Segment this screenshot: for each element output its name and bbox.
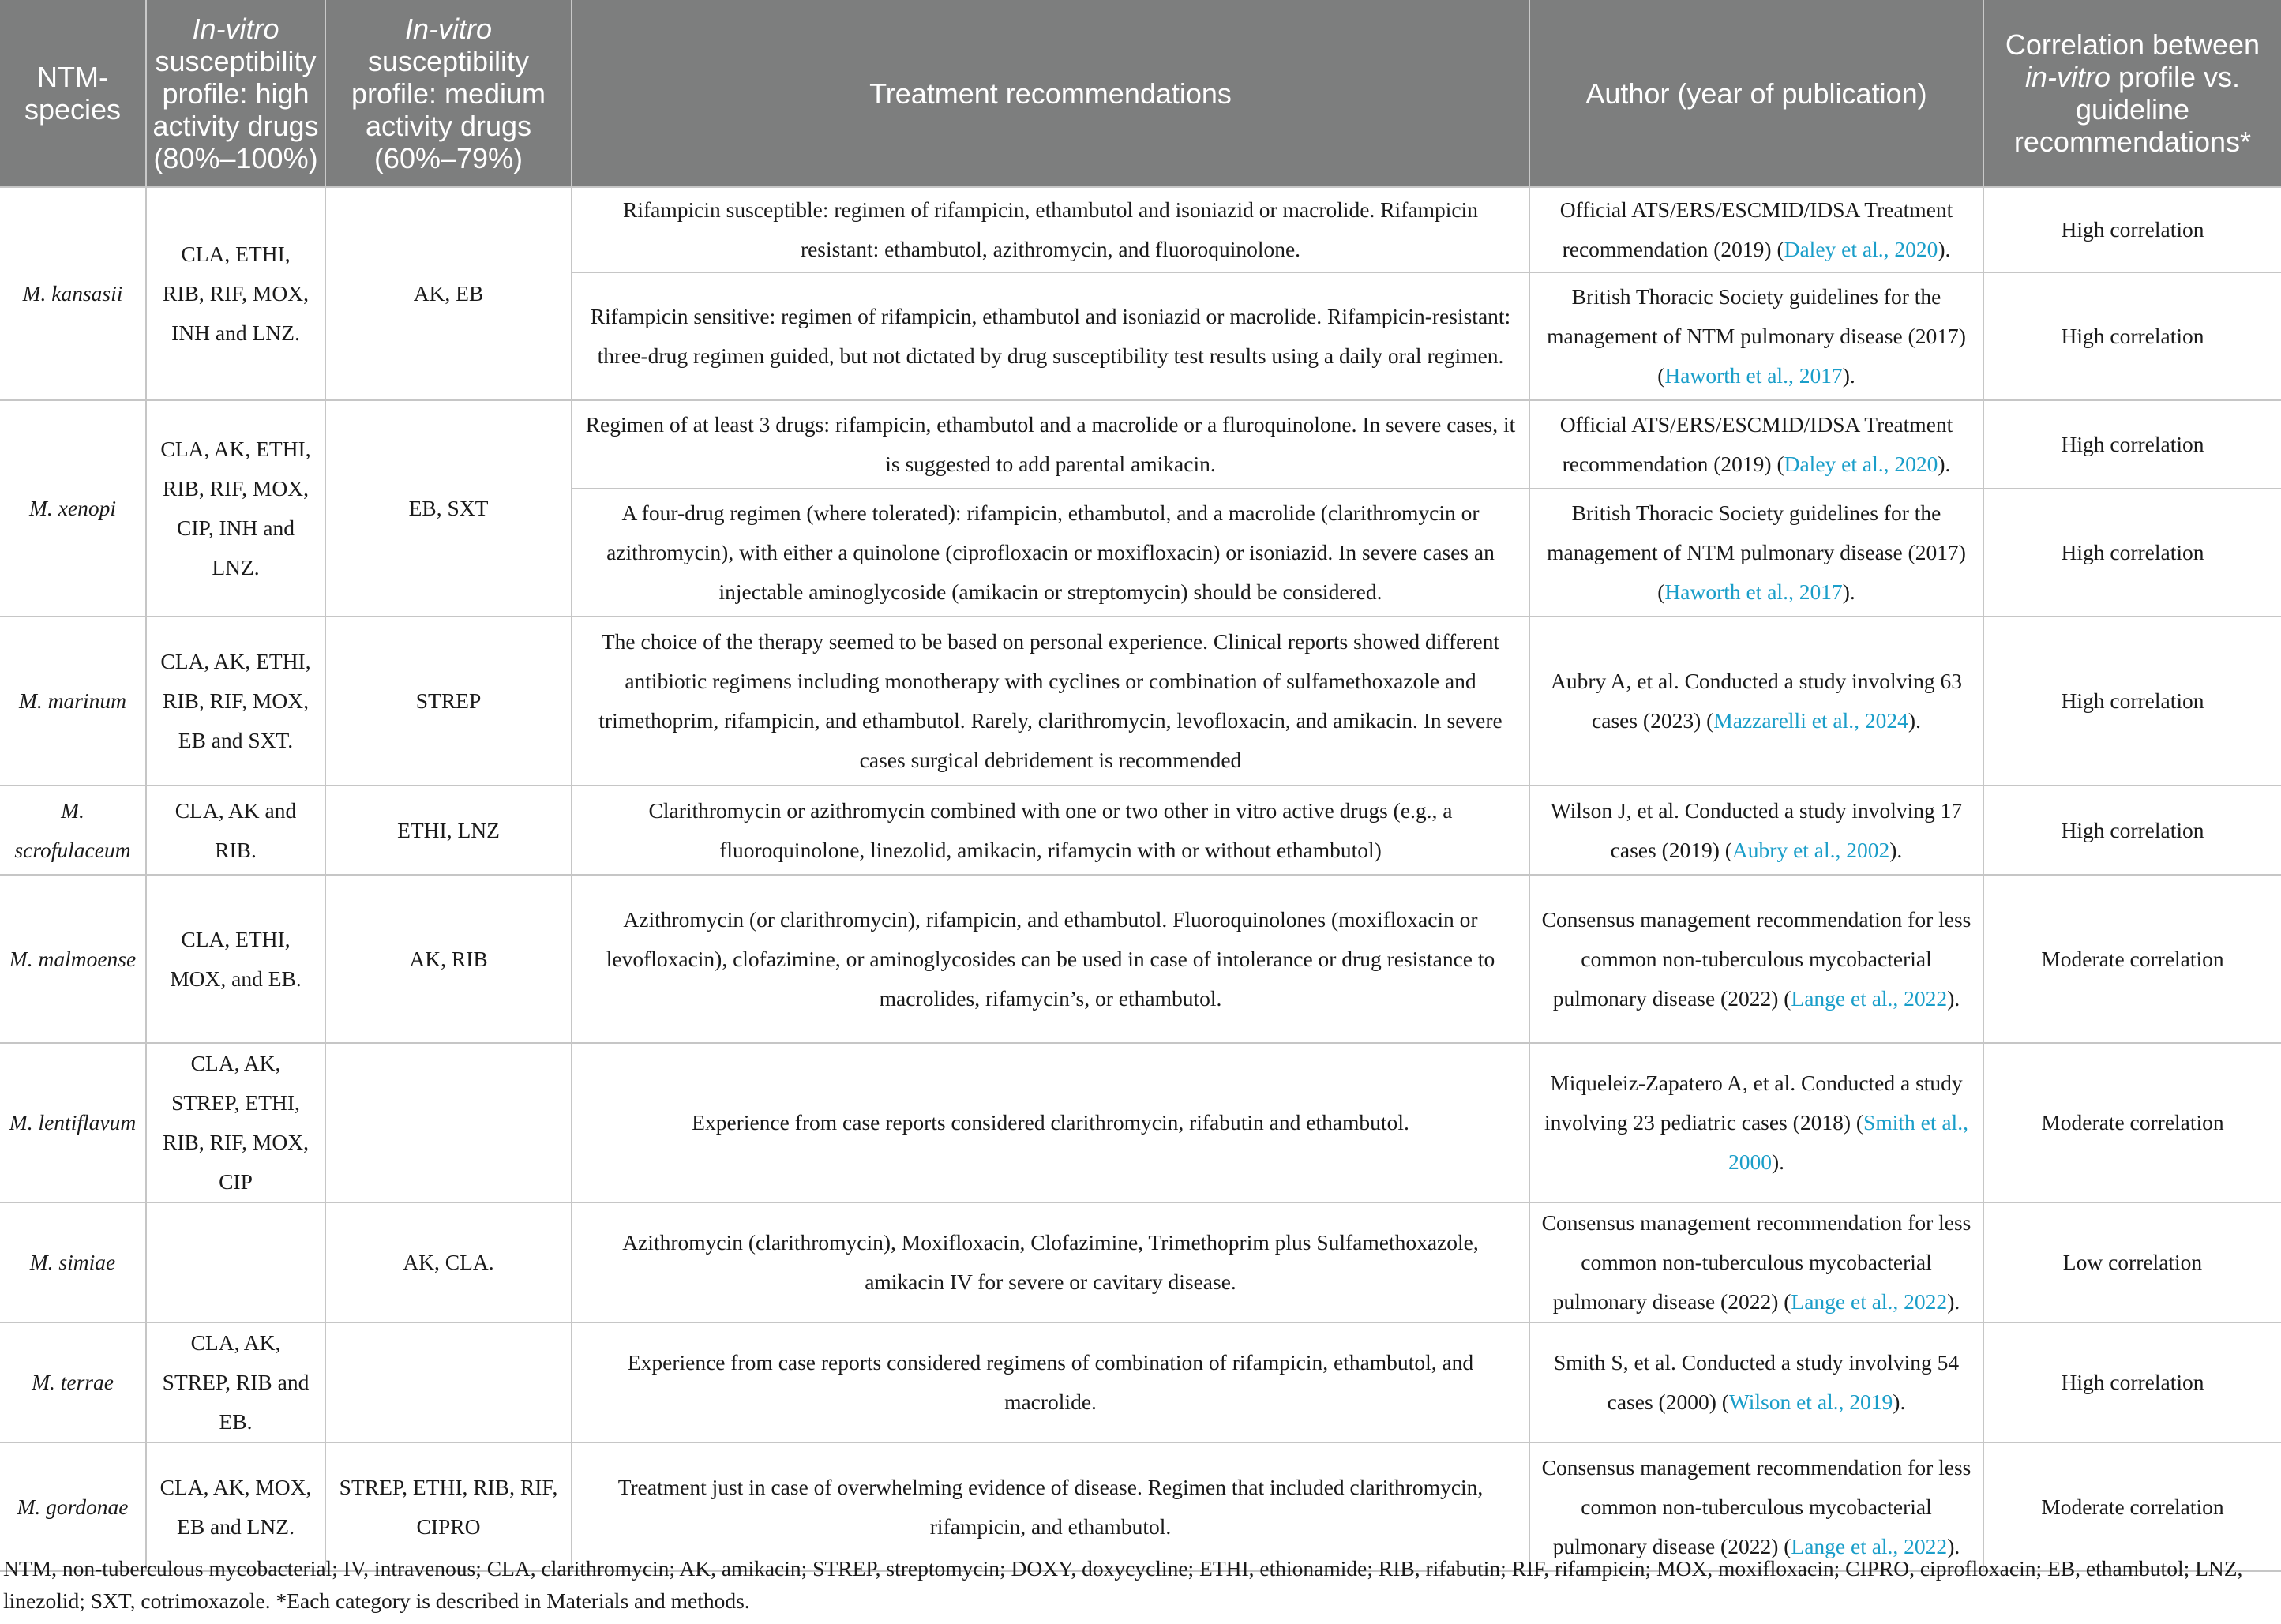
treatment-cell: Azithromycin (clarithromycin), Moxifloxacin, Clofazimine, Trimethoprim plus Sulfamethoxazole, amikacin IV for severe or cavitary disease. (572, 1202, 1529, 1322)
high-activity-cell: CLA, ETHI, RIB, RIF, MOX, INH and LNZ. (146, 187, 325, 400)
header-correlation: Correlation between in-vitro profile vs. guideline recommendations* (1983, 0, 2281, 187)
table-row (0, 1043, 2281, 1202)
correlation-cell: Low correlation (1983, 1202, 2281, 1322)
author-text: British Thoracic Society guidelines for the management of NTM pulmonary disease (2017) ( (1547, 284, 1966, 388)
citation-link: Daley et al., 2020 (1784, 237, 1938, 261)
author-text-end: ). (1947, 1533, 1960, 1558)
species-cell: M. simiae (0, 1202, 146, 1322)
header-author: Author (year of publication) (1529, 0, 1983, 187)
header-medium-activity: In-vitro susceptibility profile: medium activity drugs (60%–79%) (325, 0, 572, 187)
table-row (0, 786, 2281, 875)
author-text: Aubry A, et al. Conducted a study involving 63 cases (2023) ( (1551, 669, 1962, 733)
medium-activity-cell (325, 1322, 572, 1442)
table-row (0, 1202, 2281, 1322)
high-activity-cell: CLA, ETHI, MOX, and EB. (146, 875, 325, 1043)
author-text: British Thoracic Society guidelines for the management of NTM pulmonary disease (2017) ( (1547, 501, 1966, 604)
correlation-cell: High correlation (1983, 187, 2281, 272)
medium-activity-cell: ETHI, LNZ (325, 786, 572, 875)
citation-link: Aubry et al., 2002 (1731, 837, 1890, 862)
author-text: Consensus management recommendation for less common non-tuberculous mycobacterial pulmonary disease (2022) ( (1541, 1210, 1971, 1314)
treatment-cell: Regimen of at least 3 drugs: rifampicin, ethambutol and a macrolide or a fluroquinolone. In severe cases, it is suggested to add parental amikacin. (572, 400, 1529, 489)
table-footnote: NTM, non-tuberculous mycobacterial; IV, intravenous; CLA, clarithromycin; AK, amikacin; STREP, streptomycin; DOXY, doxycycline; ETHI, ethionamide; RIB, rifabutin; RIF, rifampicin; MOX, moxifloxacin; CIPRO, ciprofloxacin; EB, ethambutol; LNZ, linezolid; SXT, cotrimoxazole. *Each category is described in Materials and methods. (3, 1556, 2243, 1613)
table-row (0, 617, 2281, 786)
species-cell: M. xenopi (0, 400, 146, 617)
correlation-cell: High correlation (1983, 489, 2281, 617)
author-text-end: ). (1938, 452, 1951, 476)
citation-link: Haworth et al., 2017 (1664, 363, 1843, 388)
citation-link: Lange et al., 2022 (1791, 1533, 1948, 1558)
species-cell: M. marinum (0, 617, 146, 786)
header-high-activity: In-vitro susceptibility profile: high activity drugs (80%–100%) (146, 0, 325, 187)
author-text-end: ). (1771, 1150, 1785, 1174)
correlation-cell: High correlation (1983, 786, 2281, 875)
high-activity-cell: CLA, AK, ETHI, RIB, RIF, MOX, CIP, INH and LNZ. (146, 400, 325, 617)
correlation-cell: High correlation (1983, 617, 2281, 786)
treatment-cell: Experience from case reports considered clarithromycin, rifabutin and ethambutol. (572, 1043, 1529, 1202)
high-activity-cell: CLA, AK, STREP, ETHI, RIB, RIF, MOX, CIP (146, 1043, 325, 1202)
treatment-cell: A four-drug regimen (where tolerated): rifampicin, ethambutol, and a macrolide (clarithromycin or azithromycin), with either a quinolone (ciprofloxacin or moxifloxacin) or isoniazid. In severe cases an injectable aminoglycoside (amikacin or streptomycin) should be considered. (572, 489, 1529, 617)
correlation-cell: High correlation (1983, 400, 2281, 489)
correlation-cell: High correlation (1983, 272, 2281, 400)
high-activity-cell: CLA, AK and RIB. (146, 786, 325, 875)
author-cell (1529, 400, 1983, 489)
author-text-end: ). (1947, 1289, 1960, 1314)
citation-link: Mazzarelli et al., 2024 (1713, 708, 1908, 733)
author-cell (1529, 617, 1983, 786)
medium-activity-cell: EB, SXT (325, 400, 572, 617)
treatment-cell: Rifampicin sensitive: regimen of rifampicin, ethambutol and isoniazid or macrolide. Rifampicin-resistant: three-drug regimen guided, but not dictated by drug susceptibility test results using a daily oral regimen. (572, 272, 1529, 400)
high-activity-cell: CLA, AK, STREP, RIB and EB. (146, 1322, 325, 1442)
species-cell: M. malmoense (0, 875, 146, 1043)
treatment-cell: Treatment just in case of overwhelming evidence of disease. Regimen that included clarithromycin, rifampicin, and ethambutol. (572, 1442, 1529, 1571)
author-cell (1529, 875, 1983, 1043)
header-row (0, 0, 2281, 187)
header-treatment: Treatment recommendations (572, 0, 1529, 187)
author-text: Smith S, et al. Conducted a study involving 54 cases (2000) ( (1553, 1350, 1960, 1414)
medium-activity-cell: AK, CLA. (325, 1202, 572, 1322)
author-cell (1529, 1043, 1983, 1202)
medium-activity-cell: AK, EB (325, 187, 572, 400)
author-text-end: ). (1893, 1390, 1906, 1414)
author-cell (1529, 1202, 1983, 1322)
author-cell (1529, 489, 1983, 617)
author-text: Wilson J, et al. Conducted a study involving 17 cases (2019) ( (1550, 797, 1963, 862)
author-text: Consensus management recommendation for less common non-tuberculous mycobacterial pulmonary disease (2022) ( (1541, 906, 1971, 1011)
table-body (0, 187, 2281, 1571)
citation-link: Wilson et al., 2019 (1728, 1390, 1893, 1414)
author-text: Official ATS/ERS/ESCMID/IDSA Treatment recommendation (2019) ( (1559, 412, 1953, 476)
author-text: Consensus management recommendation for less common non-tuberculous mycobacterial pulmonary disease (2022) ( (1541, 1454, 1971, 1558)
citation-link: Smith et al., 2000 (1728, 1110, 1968, 1174)
table-row (0, 875, 2281, 1043)
medium-activity-cell: AK, RIB (325, 875, 572, 1043)
author-cell (1529, 1322, 1983, 1442)
author-text-end: ). (1908, 708, 1921, 733)
high-activity-cell (146, 1202, 325, 1322)
author-cell (1529, 786, 1983, 875)
correlation-cell: High correlation (1983, 1322, 2281, 1442)
species-cell: M. kansasii (0, 187, 146, 400)
correlation-cell: Moderate correlation (1983, 875, 2281, 1043)
header-species: NTM-species (0, 0, 146, 187)
medium-activity-cell: STREP, ETHI, RIB, RIF, CIPRO (325, 1442, 572, 1571)
author-text-end: ). (1947, 985, 1960, 1011)
species-cell: M. scrofulaceum (0, 786, 146, 875)
table-row (0, 1322, 2281, 1442)
author-cell (1529, 187, 1983, 272)
treatment-cell: The choice of the therapy seemed to be based on personal experience. Clinical reports showed different antibiotic regimens including monotherapy with cyclines or combination of sulfamethoxazole and trimethoprim, rifampicin, and ethambutol. Rarely, clarithromycin, levofloxacin, and amikacin. In severe cases surgical debridement is recommended (572, 617, 1529, 786)
treatment-cell: Experience from case reports considered regimens of combination of rifampicin, ethambutol, and macrolide. (572, 1322, 1529, 1442)
author-cell (1529, 272, 1983, 400)
citation-link: Lange et al., 2022 (1791, 1289, 1948, 1314)
treatment-cell: Clarithromycin or azithromycin combined with one or two other in vitro active drugs (e.g., a fluoroquinolone, linezolid, amikacin, rifamycin with or without ethambutol) (572, 786, 1529, 875)
correlation-cell: Moderate correlation (1983, 1043, 2281, 1202)
author-text: Official ATS/ERS/ESCMID/IDSA Treatment recommendation (2019) ( (1559, 197, 1953, 261)
citation-link: Daley et al., 2020 (1784, 452, 1938, 476)
species-cell: M. lentiflavum (0, 1043, 146, 1202)
high-activity-cell: CLA, AK, ETHI, RIB, RIF, MOX, EB and SXT. (146, 617, 325, 786)
treatment-cell: Rifampicin susceptible: regimen of rifampicin, ethambutol and isoniazid or macrolide. Rifampicin resistant: ethambutol, azithromycin, and fluoroquinolone. (572, 187, 1529, 272)
citation-link: Haworth et al., 2017 (1664, 579, 1843, 604)
author-text-end: ). (1938, 237, 1951, 261)
table-row (0, 187, 2281, 272)
species-cell: M. gordonae (0, 1442, 146, 1571)
species-cell: M. terrae (0, 1322, 146, 1442)
author-text-end: ). (1842, 579, 1855, 604)
high-activity-cell: CLA, AK, MOX, EB and LNZ. (146, 1442, 325, 1571)
treatment-cell: Azithromycin (or clarithromycin), rifampicin, and ethambutol. Fluoroquinolones (moxifloxacin or levofloxacin), clofazimine, or aminoglycosides can be used in case of intolerance or drug resistance to macrolides, rifamycin’s, or ethambutol. (572, 875, 1529, 1043)
author-text-end: ). (1889, 837, 1903, 862)
author-text: Miqueleiz-Zapatero A, et al. Conducted a study involving 23 pediatric cases (2018) ( (1544, 1071, 1963, 1135)
citation-link: Lange et al., 2022 (1791, 985, 1948, 1011)
correlation-cell: Moderate correlation (1983, 1442, 2281, 1571)
medium-activity-cell (325, 1043, 572, 1202)
author-text-end: ). (1842, 363, 1855, 388)
medium-activity-cell: STREP (325, 617, 572, 786)
table-row (0, 400, 2281, 489)
